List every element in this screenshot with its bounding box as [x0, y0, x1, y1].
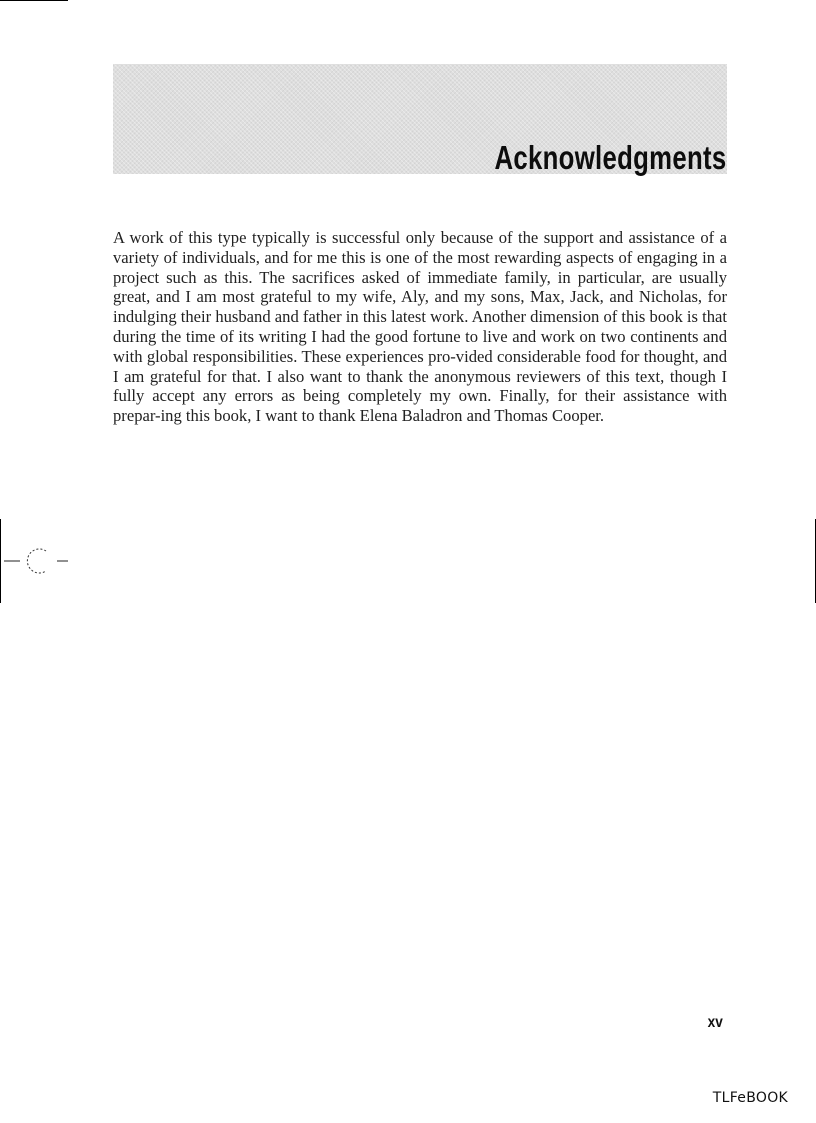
chapter-title: Acknowledgments	[494, 139, 727, 176]
crop-mark-top	[0, 0, 68, 1]
registration-mark-icon	[0, 546, 70, 576]
page-number: xv	[707, 1014, 723, 1031]
watermark-text: TLFeBOOK	[712, 1090, 788, 1106]
acknowledgments-paragraph: A work of this type typically is successful only because of the support and assistance of a variety of individuals, and for me this is one of the most rewarding aspects of engaging in a project such as this. The sacrifices asked of immediate family, in particular, are usually great, and I am most grateful to my wife, Aly, and my sons, Max, Jack, and Nicholas, for indulging their husband and father in this latest work. Another dimension of this book is that during the time of its writing I had the good fortune to live and work on two continents and with global responsibilities. These experiences pro-vided considerable food for thought, and I am grateful for that. I also want to thank the anonymous reviewers of this text, though I fully accept any errors as being completely my own. Finally, for their assistance with prepar-ing this book, I want to thank Elena Baladron and Thomas Cooper.	[113, 228, 727, 426]
